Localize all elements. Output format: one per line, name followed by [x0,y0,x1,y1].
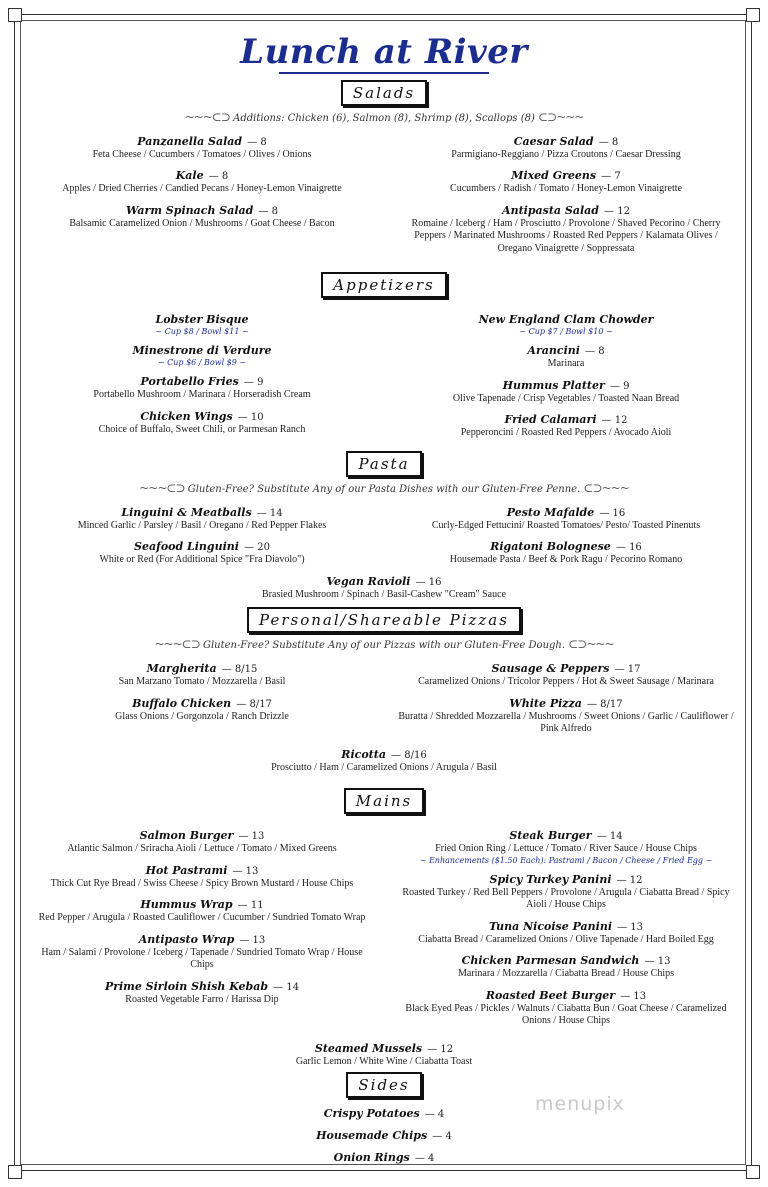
item-price: — 8/17 [586,698,623,710]
item-description: Apples / Dried Cherries / Candied Pecans / Honey-Lemon Vinaigrette [62,183,342,194]
pizzas-columns [32,657,736,739]
menu-item [32,1102,736,1121]
menu-item [396,984,736,1028]
title-underline [279,72,489,74]
menu-item [396,339,736,371]
menu-item [32,975,372,1007]
pasta-note: ~~~⊂⊃ Gluten-Free? Substitute Any of our Pasta Dishes with our Gluten-Free Penne. ⊂⊃~~~ [139,480,629,495]
pasta-right-column [396,501,736,570]
corner-ornament [746,8,760,22]
pizzas-left-column [32,657,372,739]
item-name: Mixed Greens [511,169,597,182]
appetizers-left-column [32,308,372,443]
item-price-note: ~ Enhancements ($1.50 Each): Pastrami / Bacon / Cheese / Fried Egg ~ [419,855,713,865]
menu-item [32,405,372,437]
item-description: Feta Cheese / Cucumbers / Tomatoes / Olives / Onions [92,148,312,160]
item-name: Antipasto Wrap [138,932,235,946]
salads-heading: Salads [341,80,427,106]
item-description: Olive Tapenade / Crisp Vegetables / Toasted Naan Bread [452,392,680,404]
item-name: Housemade Chips [316,1129,428,1142]
menu-item [32,824,372,856]
item-name: Buffalo Chicken [132,696,232,710]
item-description: Parmigiano-Reggiano / Pizza Croutons / Caesar Dressing [451,148,681,160]
item-description: Buratta / Shredded Mozzarella / Mushrooms / Sweet Onions / Garlic / Cauliflower / Pink Alfredo [398,710,734,734]
menu-item [32,130,372,162]
pasta-heading: Pasta [346,451,421,477]
menu-title: Lunch at River [240,32,528,72]
item-price: — 13 [239,934,266,946]
menu-item [32,370,372,402]
pasta-columns [32,501,736,570]
salads-left-column [32,130,372,259]
item-price: — 13 [617,921,644,933]
item-price: — 12 [616,874,643,886]
item-name: Hummus Platter [502,378,605,392]
item-description: Glass Onions / Gorgonzola / Ranch Drizzle [115,710,289,722]
item-description: Curly-Edged Fettucini/ Roasted Tomatoes/ Pesto/ Toasted Pinenuts [431,519,701,531]
item-price: — 14 [256,507,283,519]
menu-item [32,657,372,689]
item-price: — 12 [601,415,628,426]
menu-item [396,199,736,256]
item-description: Choice of Buffalo, Sweet Chili, or Parmesan Ranch [98,423,306,435]
salads-section-header [32,80,736,106]
item-price: — 20 [244,542,270,553]
menu-item [32,692,372,724]
item-name: Prime Sirloin Shish Kebab [104,979,269,993]
pasta-left-column [32,501,372,570]
item-description: Atlantic Salmon / Sriracha Aioli / Lettuce / Tomato / Mixed Greens [67,843,337,854]
item-name: Panzanella Salad [137,134,243,148]
item-price: — 13 [238,831,265,842]
item-name: Crispy Potatoes [323,1107,420,1120]
item-name: Hot Pastrami [145,863,228,877]
pizzas-right-column [396,657,736,739]
menu-item [396,501,736,533]
item-name: White Pizza [509,696,582,710]
item-name: Kale [175,169,204,182]
salads-columns [32,130,736,259]
item-price: — 11 [237,900,264,911]
menu-item [32,928,372,972]
item-price: — 10 [237,411,264,423]
item-description: Thick Cut Rye Bread / Swiss Cheese / Spicy Brown Mustard / House Chips [50,877,354,889]
menu-page [32,24,736,1168]
corner-ornament [8,1165,22,1179]
pasta-section-header [32,451,736,477]
item-name: Onion Rings [333,1151,410,1164]
item-price: — 14 [273,981,300,993]
item-price: — 13 [620,990,647,1002]
item-price: — 16 [599,507,626,519]
menu-item [396,130,736,162]
menu-item [396,824,736,865]
menu-item [32,1124,736,1143]
item-price: — 14 [596,831,623,842]
appetizers-heading: Appetizers [321,272,446,298]
item-name: Chicken Parmesan Sandwich [461,954,640,967]
item-price: — 8/15 [221,664,258,675]
item-description: Ciabatta Bread / Caramelized Onions / Olive Tapenade / Hard Boiled Egg [418,933,714,945]
item-description: San Marzano Tomato / Mozzarella / Basil [118,676,286,687]
flourish-icon: ⊂⊃~~~ [538,109,584,124]
mains-columns [32,824,736,1031]
item-price: — 8 [247,136,267,148]
item-price-note: ~ Cup $8 / Bowl $11 ~ [155,327,249,336]
menu-item [396,308,736,336]
item-description: Minced Garlic / Parsley / Basil / Oregano / Red Pepper Flakes [77,519,327,531]
item-name: Fried Calamari [504,413,597,426]
item-description: Black Eyed Peas / Pickles / Walnuts / Ciabatta Bun / Goat Cheese / Caramelized Onions / House Chips [405,1002,727,1026]
appetizers-right-column [396,308,736,443]
item-price: — 8 [598,136,619,148]
item-description: Ham / Salami / Provolone / Iceberg / Tapenade / Sundried Tomato Wrap / House Chips [41,946,363,970]
pizzas-note: ~~~⊂⊃ Gluten-Free? Substitute Any of our Pizzas with our Gluten-Free Dough. ⊂⊃~~~ [154,637,614,651]
item-name: Rigatoni Bolognese [490,540,611,553]
menu-item [396,692,736,736]
item-description: Cucumbers / Radish / Tomato / Honey-Lemon Vinaigrette [450,183,682,194]
item-name: Warm Spinach Salad [126,203,254,217]
menu-item [396,374,736,406]
item-name: Salmon Burger [139,829,234,842]
sides-section-header [32,1072,736,1098]
item-name: Caesar Salad [513,134,594,148]
item-description: Roasted Turkey / Red Bell Peppers / Provolone / Arugula / Ciabatta Bread / Spicy Aioli / House Chips [402,886,730,910]
appetizers-columns [32,308,736,443]
item-price: — 7 [601,171,621,182]
item-description: Marinara / Mozzarella / Ciabatta Bread / House Chips [457,968,675,979]
item-name: Spicy Turkey Panini [489,872,612,886]
watermark: menupix [535,1093,625,1115]
item-description: Portabello Mushroom / Marinara / Horseradish Cream [93,389,311,400]
menu-item [32,308,372,336]
menu-item [396,164,736,196]
item-name: Portabello Fries [140,375,239,388]
vegan-ravioli-item: Vegan Ravioli — 16 Brasied Mushroom / Spinach / Basil-Cashew "Cream" Sauce [262,574,506,600]
item-description: Housemade Pasta / Beef & Pork Ragu / Pecorino Romano [449,554,683,565]
item-name: Pesto Mafalde [506,505,595,519]
appetizers-section-header [32,272,736,298]
item-price: — 13 [644,956,671,967]
steamed-mussels-item: Steamed Mussels — 12 Garlic Lemon / White Wine / Ciabatta Toast [295,1041,473,1067]
salads-note: ~~~⊂⊃ Additions: Chicken (6), Salmon (8), Shrimp (8), Scallops (8) ⊂⊃~~~ [184,109,584,124]
ricotta-item: Ricotta — 8/16 Prosciutto / Ham / Caramelized Onions / Arugula / Basil [271,747,497,773]
item-description: Romaine / Iceberg / Ham / Prosciutto / Provolone / Shaved Pecorino / Cherry Peppers / Marinated Mushrooms / Roasted Red Peppers / Kalamata Olives / Oregano Vinaigrette / Soppressata [411,217,721,254]
flourish-icon: ~~~⊂⊃ [139,480,185,495]
flourish-icon: ~~~⊂⊃ [184,109,230,124]
pizzas-section-header [32,607,736,633]
item-name: Steak Burger [509,829,592,842]
item-name: Margherita [146,662,217,675]
item-price: — 9 [243,377,264,388]
menu-item [32,164,372,196]
item-name: Minestrone di Verdure [132,344,272,357]
sides-list [32,1102,736,1165]
menu-item [396,868,736,912]
item-price-note: ~ Cup $6 / Bowl $9 ~ [157,358,247,367]
menu-item [32,501,372,533]
item-description: Fried Onion Ring / Lettuce / Tomato / River Sauce / House Chips [435,843,697,854]
mains-right-column [396,824,736,1031]
item-name: Hummus Wrap [140,898,233,911]
menu-item [396,949,736,981]
menu-item [396,408,736,440]
menu-item [396,535,736,567]
mains-left-column [32,824,372,1031]
item-price: — 8 [258,205,278,217]
item-description: Caramelized Onions / Tricolor Peppers / Hot & Sweet Sausage / Marinara [418,676,714,687]
item-price: — 12 [604,205,630,217]
item-description: Marinara [547,358,585,369]
menu-item [32,199,372,231]
item-description: White or Red (For Additional Spice "Fra Diavolo") [99,554,305,565]
item-price: — 4 [414,1153,435,1164]
item-name: Chicken Wings [140,409,233,423]
item-price: — 8/17 [236,698,272,710]
item-name: Tuna Nicoise Panini [488,919,613,933]
menu-item [32,1146,736,1165]
menu-item [396,915,736,947]
item-description: Roasted Vegetable Farro / Harissa Dip [125,993,279,1005]
pizzas-heading: Personal/Shareable Pizzas [247,607,521,633]
menu-item [32,339,372,367]
item-price: — 4 [424,1109,445,1120]
item-price-note: ~ Cup $7 / Bowl $10 ~ [519,327,613,336]
item-price: — 8 [585,346,605,357]
salads-right-column [396,130,736,259]
corner-ornament [746,1165,760,1179]
item-description: Red Pepper / Arugula / Roasted Cauliflower / Cucumber / Sundried Tomato Wrap [38,912,366,923]
menu-item [396,657,736,689]
corner-ornament [8,8,22,22]
menu-item [32,859,372,891]
menu-item [32,535,372,567]
mains-section-header [32,788,736,814]
item-name: New England Clam Chowder [478,313,654,326]
item-name: Antipasta Salad [502,203,599,217]
flourish-icon: ~~~⊂⊃ [154,637,200,651]
flourish-icon: ⊂⊃~~~ [568,637,614,651]
mains-heading: Mains [344,788,424,814]
item-price: — 17 [614,664,641,675]
sides-heading: Sides [346,1072,421,1098]
item-description: Balsamic Caramelized Onion / Mushrooms / Goat Cheese / Bacon [69,217,335,229]
item-name: Roasted Beet Burger [485,988,616,1002]
item-name: Arancini [527,344,580,357]
item-price: — 13 [232,865,259,877]
item-name: Seafood Linguini [134,540,239,553]
item-price: — 4 [432,1131,452,1142]
item-name: Lobster Bisque [155,313,249,326]
flourish-icon: ⊂⊃~~~ [583,480,629,495]
item-name: Sausage & Peppers [491,662,610,675]
item-name: Linguini & Meatballs [121,505,252,519]
item-price: — 8 [208,171,229,182]
menu-item [32,893,372,925]
item-price: — 9 [609,380,630,392]
item-description: Pepperoncini / Roasted Red Peppers / Avocado Aioli [460,427,672,438]
item-price: — 16 [615,542,642,553]
